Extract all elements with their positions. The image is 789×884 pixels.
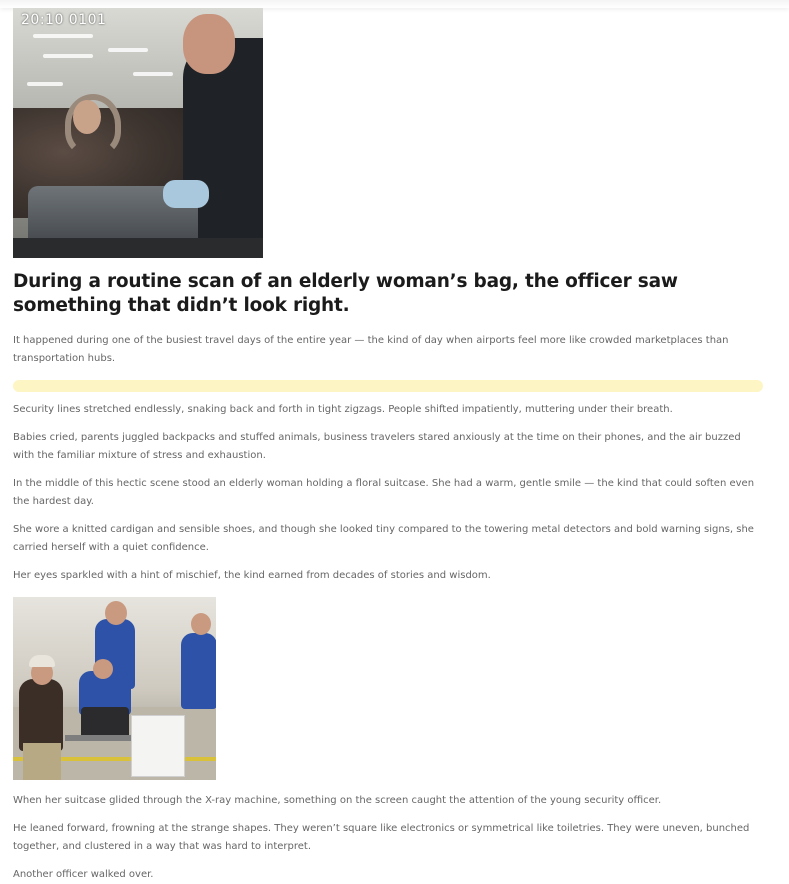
ceiling-light — [133, 72, 173, 76]
article-secondary-image — [13, 597, 216, 780]
security-bins — [131, 715, 185, 777]
traveler-pants — [23, 743, 61, 780]
officer-head — [183, 14, 235, 74]
article-body — [13, 8, 765, 884]
paragraph: He leaned forward, frowning at the strange shapes. They weren’t square like electronics or symmetrical like toiletries. They were uneven, bunched together, and clustered in a way that was hard to interpret. — [13, 823, 750, 852]
ceiling-light — [43, 54, 93, 58]
officer-head — [105, 601, 127, 625]
paragraph: Security lines stretched endlessly, snaking back and forth in tight zigzags. People shifted impatiently, muttering under their breath. — [13, 404, 673, 415]
traveler — [19, 679, 63, 751]
article-hero-image — [13, 8, 263, 258]
intro-paragraph: It happened during one of the busiest travel days of the entire year — the kind of day when airports feel more like crowded marketplaces than transportation hubs. — [13, 335, 729, 364]
woman-face — [73, 100, 101, 134]
highlight-bar — [13, 380, 763, 392]
officer-head — [93, 659, 113, 679]
paragraph: Her eyes sparkled with a hint of mischief, the kind earned from decades of stories and wisdom. — [13, 570, 491, 581]
ceiling-light — [33, 34, 93, 38]
top-header-bar — [0, 0, 789, 8]
paragraph: She wore a knitted cardigan and sensible shoes, and though she looked tiny compared to the towering metal detectors and bold warning signs, she carried herself with a quiet confidence. — [13, 524, 754, 553]
article-headline: During a routine scan of an elderly woman’s bag, the officer saw something that didn’t look right. — [13, 271, 678, 316]
paragraph: Babies cried, parents juggled backpacks and stuffed animals, business travelers stared anxiously at the time on their phones, and the air buzzed with the familiar mixture of stress and exhaustion. — [13, 432, 741, 461]
ceiling-light — [27, 82, 63, 86]
officer-head — [191, 613, 211, 635]
officer-uniform — [181, 633, 216, 709]
blue-glove — [163, 180, 209, 208]
paragraph: When her suitcase glided through the X-ray machine, something on the screen caught the attention of the young security officer. — [13, 795, 662, 806]
conveyor-belt — [13, 238, 263, 258]
timestamp-overlay: 20:10 0101 — [21, 12, 107, 28]
paragraph: Another officer walked over. — [13, 869, 154, 880]
ceiling-light — [108, 48, 148, 52]
paragraph: In the middle of this hectic scene stood an elderly woman holding a floral suitcase. She had a warm, gentle smile — the kind that could soften even the hardest day. — [13, 478, 755, 507]
traveler-cap — [29, 655, 55, 667]
